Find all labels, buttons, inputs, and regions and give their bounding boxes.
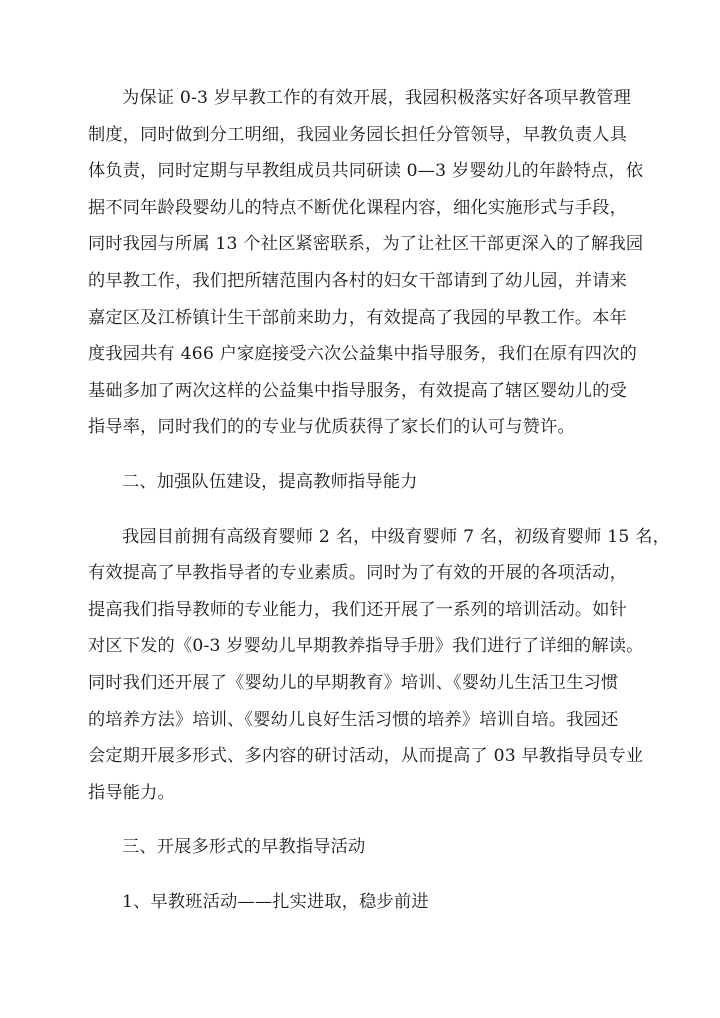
section-heading-guidance-activities: 三、开展多形式的早教指导活动 [122, 837, 366, 858]
text-line: 提高我们指导教师的专业能力，我们还开展了一系列的培训活动。如针 [88, 599, 628, 620]
text-line: 有效提高了早教指导者的专业素质。同时为了有效的开展的各项活动， [88, 563, 628, 584]
text-line: 嘉定区及江桥镇计生干部前来助力，有效提高了我园的早教工作。本年 [88, 307, 628, 328]
text-line: 的培养方法》培训、《婴幼儿良好生活习惯的培养》培训自培。我园还 [88, 709, 619, 730]
paragraph-early-education-management [88, 80, 644, 446]
text-line: 会定期开展多形式、多内容的研讨活动，从而提高了 03 早教指导员专业 [88, 746, 644, 767]
text-line: 的早教工作，我们把所辖范围内各村的妇女干部请到了幼儿园，并请来 [88, 270, 628, 291]
text-line: 体负责，同时定期与早教组成员共同研读 0—3 岁婴幼儿的年龄特点，依 [88, 161, 644, 182]
text-line: 度我园共有 466 户家庭接受六次公益集中指导服务，我们在原有四次的 [88, 344, 637, 365]
text-line: 同时我园与所属 13 个社区紧密联系，为了让社区干部更深入的了解我园 [88, 234, 644, 255]
document-page [88, 80, 670, 920]
section-heading-team-building: 二、加强队伍建设，提高教师指导能力 [122, 471, 418, 492]
text-line: 为保证 0-3 岁早教工作的有效开展，我园积极落实好各项早教管理 [122, 88, 632, 108]
text-line: 据不同年龄段婴幼儿的特点不断优化课程内容，细化实施形式与手段， [88, 197, 628, 218]
text-line: 我园目前拥有高级育婴师 2 名，中级育婴师 7 名，初级育婴师 15 名， [122, 526, 670, 547]
paragraph-teacher-training [88, 519, 670, 812]
text-line: 基础多加了两次这样的公益集中指导服务，有效提高了辖区婴幼儿的受 [88, 380, 628, 401]
text-line: 指导能力。 [88, 782, 175, 803]
text-line: 对区下发的《0-3 岁婴幼儿早期教养指导手册》我们进行了详细的解读。 [88, 636, 644, 657]
text-line: 同时我们还开展了《婴幼儿的早期教育》培训、《婴幼儿生活卫生习惯 [88, 672, 619, 693]
subsection-heading-class-activities: 1、早教班活动——扎实进取，稳步前进 [122, 891, 429, 912]
text-line: 指导率，同时我们的的专业与优质获得了家长们的认可与赞许。 [88, 417, 575, 438]
text-line: 制度，同时做到分工明细，我园业务园长担任分管领导，早教负责人具 [88, 124, 628, 145]
